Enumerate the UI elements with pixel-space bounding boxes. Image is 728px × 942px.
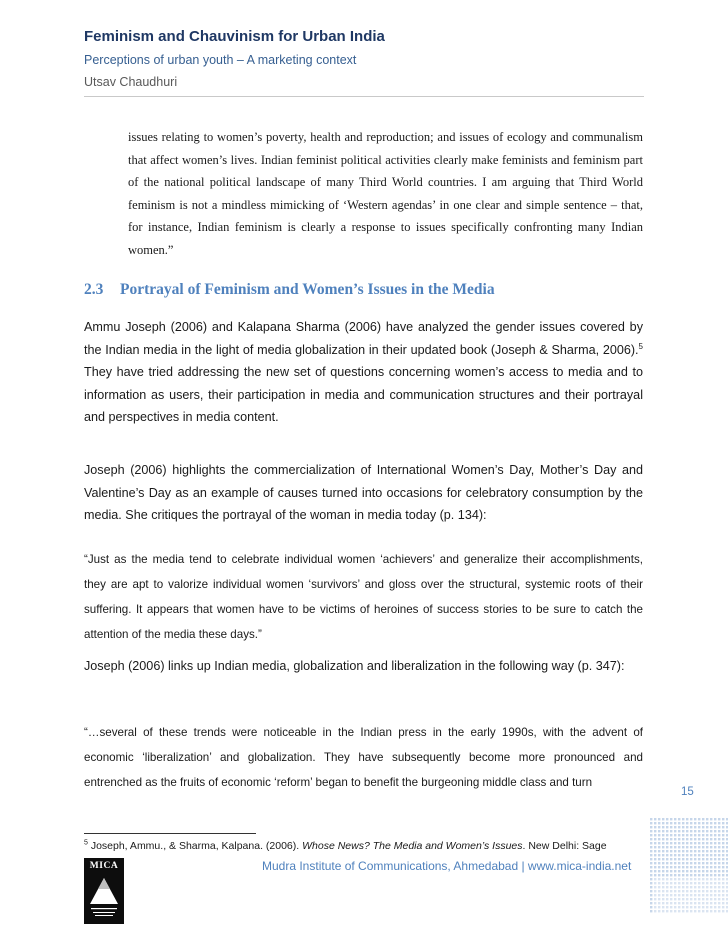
document-subtitle: Perceptions of urban youth – A marketing context: [84, 53, 357, 67]
footnote-book-title: Whose News? The Media and Women’s Issues: [302, 840, 523, 852]
page-corner-decoration: [650, 818, 728, 914]
paragraph-text: They have tried addressing the new set of questions concerning women’s access to media and to information as users, their participation in media and communication structures and their portrayal and perspectives in media content.: [84, 365, 643, 425]
page-header: [84, 28, 644, 97]
footnote-marker: 5: [84, 839, 88, 847]
inline-quote: “Just as the media tend to celebrate individual women ‘achievers’ and generalize their accomplishments, they are apt to valorize individual women ‘survivors’ and gloss over the structural, systemic roots of their suffering. It appears that women have to be victims of heroines of success stories to be sure to catch the attention of the media these days.”: [84, 553, 643, 641]
page-number: 15: [681, 786, 694, 798]
section-heading: [84, 281, 495, 299]
section-number: 2.3: [84, 281, 104, 298]
body-paragraph: [84, 316, 643, 429]
footnote-divider: [84, 833, 256, 834]
footnote-reference[interactable]: 5: [638, 341, 643, 351]
logo-text: MICA: [89, 861, 119, 871]
section-title: Portrayal of Feminism and Women’s Issues in the Media: [120, 281, 495, 298]
logo-mountain-icon: [84, 858, 124, 924]
body-paragraph: Joseph (2006) links up Indian media, globalization and liberalization in the following way (p. 347):: [84, 659, 625, 673]
document-title: Feminism and Chauvinism for Urban India: [84, 28, 385, 45]
inline-quote: “…several of these trends were noticeable in the Indian press in the early 1990s, with the advent of economic ‘liberalization’ and globalization. They have subsequently become more pronounced and entrenched as the fruits of economic ‘reform’ began to benefit the burgeoning middle class and turn: [84, 726, 643, 789]
footnote-publisher: . New Delhi: Sage: [522, 840, 607, 852]
mica-logo: [84, 858, 124, 924]
footnote: [84, 840, 644, 852]
header-divider: [84, 96, 644, 97]
footnote-authors: Joseph, Ammu., & Sharma, Kalpana. (2006).: [87, 840, 303, 852]
body-paragraph: Joseph (2006) highlights the commercialization of International Women’s Day, Mother’s Day and Valentine’s Day as an example of causes turned into occasions for celebratory consumption by the media. She critiques the portrayal of the woman in media today (p. 134):: [84, 463, 643, 523]
block-quote-continuation: issues relating to women’s poverty, health and reproduction; and issues of ecology and communalism that affect women’s lives. Indian feminist political activities clearly make feminists and feminism part of the national political landscape of many Third World countries. I am arguing that Third World feminism is not a mindless mimicking of ‘Western agendas’ in one clear and simple sentence – that, for instance, Indian feminism is clearly a response to issues specifically confronting many Indian women.”: [128, 130, 643, 257]
document-author: Utsav Chaudhuri: [84, 75, 178, 89]
paragraph-text: Ammu Joseph (2006) and Kalapana Sharma (2006) have analyzed the gender issues covered by the Indian media in the light of media globalization in their updated book (Joseph & Sharma, 2006).: [84, 320, 643, 357]
footer-institute: Mudra Institute of Communications, Ahmedabad | www.mica-india.net: [262, 859, 632, 873]
